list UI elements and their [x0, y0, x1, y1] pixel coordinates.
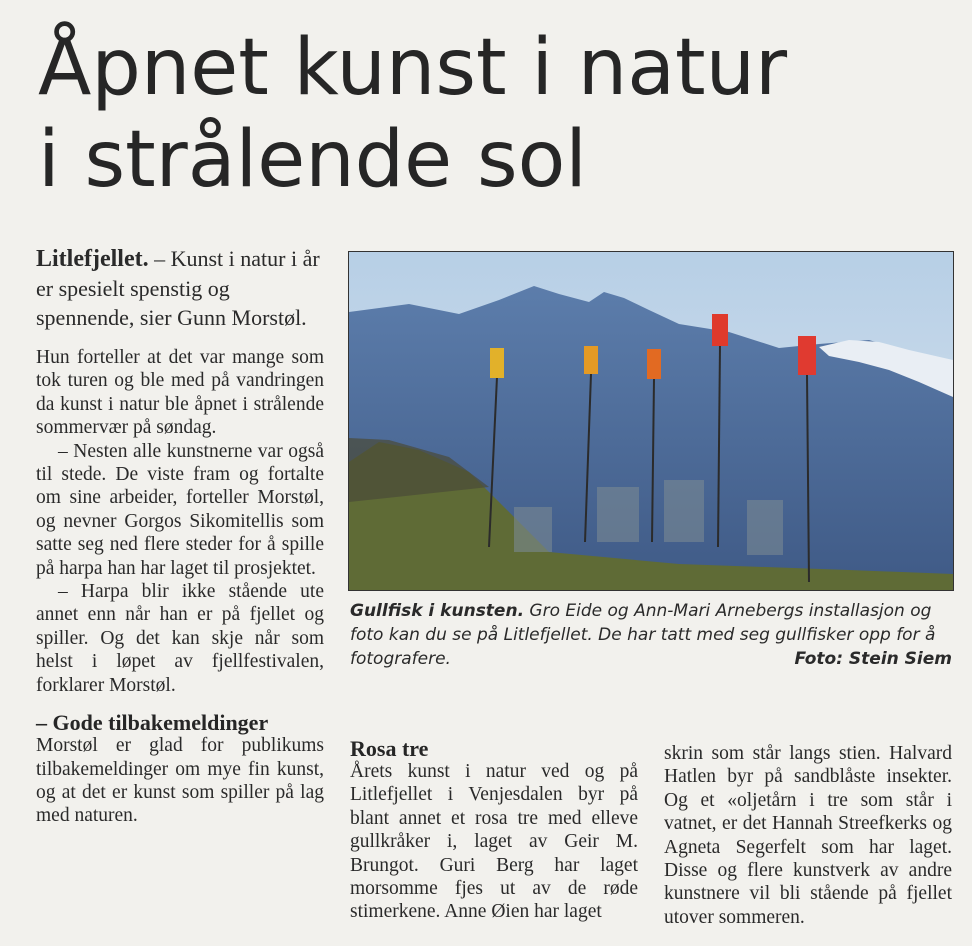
headline [38, 22, 958, 206]
lead-text: – Kunst i natur i år er spesielt spenstig og spennende, sier Gunn Morstøl. [36, 246, 320, 330]
column-3 [664, 742, 952, 929]
subhead-rosa-tre: Rosa tre [350, 736, 429, 761]
paragraph-3: – Harpa blir ikke stående ute annet enn når han er på fjellet og spiller. Og det kan skje når som helst i løpet av fjellfestivalen, forklarer Morstøl. [36, 581, 324, 696]
lead-paragraph [36, 244, 324, 332]
paragraph-2: – Nesten alle kunstnerne var også til stede. De viste fram og fortalte om sine arbeider, forteller Morstøl, og nevner Gorgos Sikomitellis som satte seg ned flere steder for å spille på harpa han har laget til prosjektet. [36, 440, 324, 579]
headline-line-2: i strålende sol [38, 115, 587, 205]
caption-title: Gullfisk i kunsten. [350, 601, 525, 621]
column-1 [36, 244, 324, 828]
paragraph-4: Morstøl er glad for publikums tilbakemeldinger om mye fin kunst, og at det er kunst som spiller på lag med naturen. [36, 735, 324, 827]
paragraph-1: Hun forteller at det var mange som tok turen og ble med på vandringen da kunst i natur ble åpnet i strålende sommervær på søndag. [36, 347, 324, 439]
mountain-photo-icon [349, 252, 953, 590]
column-2 [350, 737, 638, 924]
dateline: Litlefjellet. [36, 246, 149, 272]
caption-text: Gro Eide og Ann-Mari Arnebergs installasjon og foto kan du se på Litlefjellet. De har tatt med seg gullfisker opp for å fotografere. [350, 601, 936, 669]
headline-line-1: Åpnet kunst i natur [38, 23, 788, 113]
photo-caption [350, 599, 952, 671]
paragraph-6: skrin som står langs stien. Halvard Hatlen byr på sandblåste insekter. Og et «oljetårn i tre som står i vatnet, er det Hannah Streefkerks og Agneta Segerfelt som har laget. Disse og flere kunstverk av andre kunstnere vil bli stående på fjellet utover sommeren. [664, 743, 952, 928]
photo-credit: Foto: Stein Siem [794, 649, 952, 669]
article-photo [348, 251, 954, 591]
paragraph-5: Årets kunst i natur ved og på Litlefjellet i Venjesdalen byr på blant annet et rosa tre med elleve gullkråker i, laget av Geir M. Brungot. Guri Berg har laget morsomme fjes ut av de røde stimerkene. Anne Øien har laget [350, 761, 638, 923]
subhead-gode-tilbakemeldinger: – Gode tilbakemeldinger [36, 710, 269, 736]
